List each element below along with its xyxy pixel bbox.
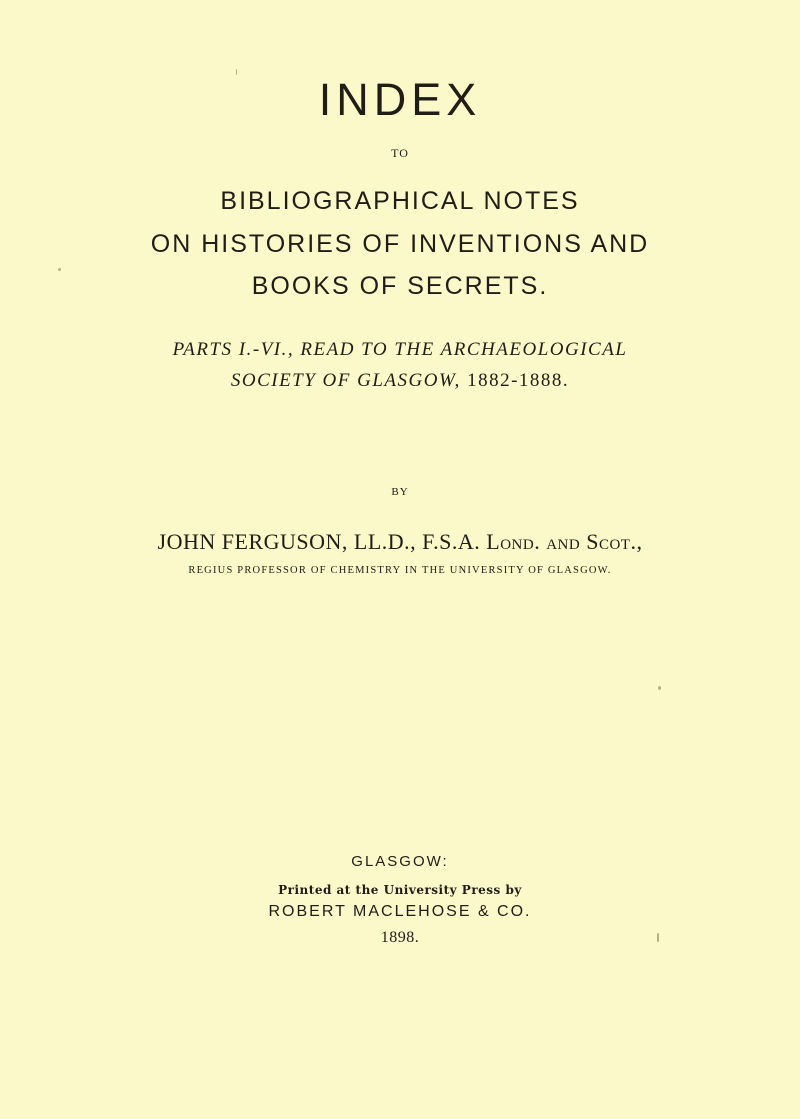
subtitle-line-3: BOOKS OF SECRETS.: [251, 272, 549, 300]
author-suffix: Lond. and Scot.,: [486, 529, 643, 554]
author-name: JOHN FERGUSON, LL.D., F.S.A.: [157, 529, 481, 554]
society-name: SOCIETY OF GLASGOW,: [230, 370, 461, 391]
subtitle-line-2: ON HISTORIES OF INVENTIONS AND: [150, 230, 650, 258]
to-word: TO: [391, 146, 409, 160]
page-title: INDEX: [318, 74, 482, 125]
paper-speck: [58, 268, 61, 271]
parts-line-2: [0, 370, 800, 392]
paper-speck: [236, 69, 237, 75]
parts-line-1: [0, 339, 800, 361]
paper-speck: [658, 686, 661, 690]
imprint-city: GLASGOW:: [351, 853, 449, 870]
subtitle-line-1: BIBLIOGRAPHICAL NOTES: [220, 187, 580, 215]
author-affiliation: REGIUS PROFESSOR OF CHEMISTRY IN THE UNIVERSITY OF GLASGOW.: [188, 565, 612, 576]
imprint-publisher: ROBERT MACLEHOSE & CO.: [268, 903, 532, 920]
paper-speck: [657, 933, 659, 942]
author-line: [0, 529, 800, 555]
imprint-year: 1898.: [380, 929, 420, 946]
imprint-printed-by: Printed at the University Press by: [278, 883, 522, 897]
years-range: 1882-1888.: [460, 370, 570, 391]
parts-text: PARTS I.-VI., READ TO THE ARCHAEOLOGICAL: [172, 339, 628, 360]
by-word: BY: [391, 486, 409, 498]
